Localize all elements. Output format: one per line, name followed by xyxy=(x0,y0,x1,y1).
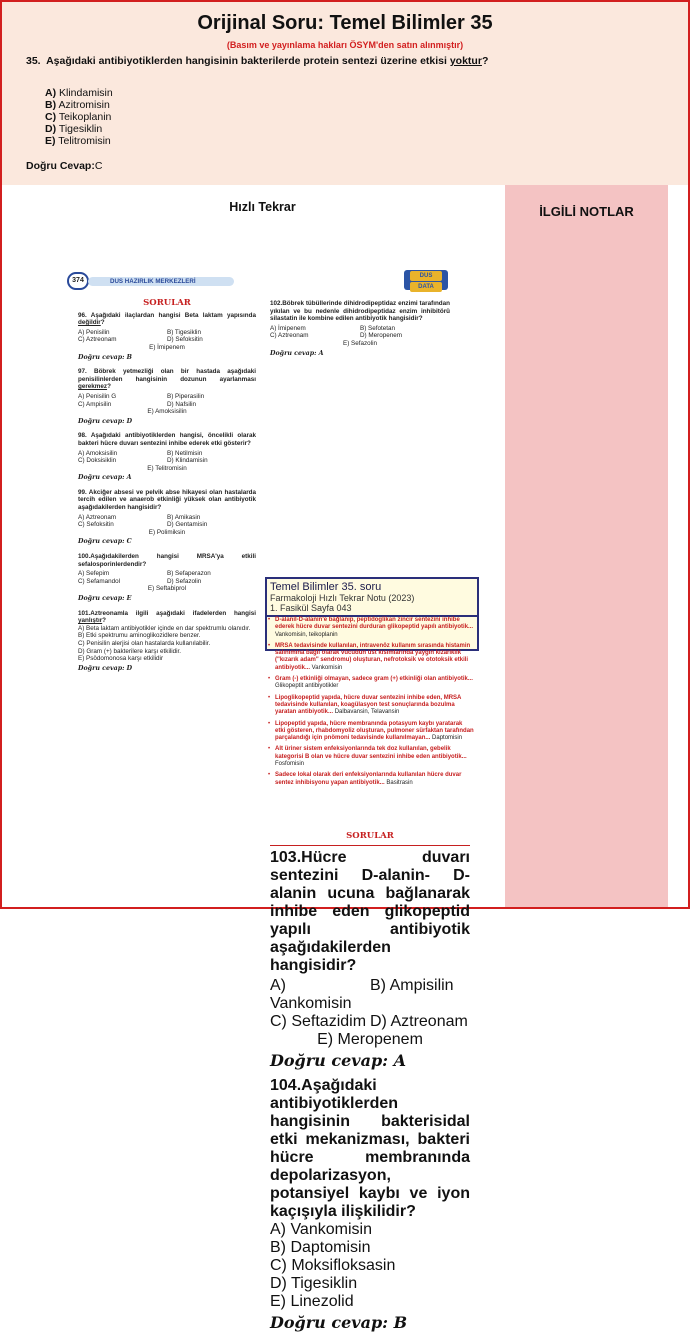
answer-option: D) Nafsilin xyxy=(167,400,197,408)
original-question-panel xyxy=(2,2,688,185)
answer-option: D) Tigesiklin xyxy=(270,1275,358,1292)
option-item: B) Azitromisin xyxy=(45,99,110,111)
question-text: 35. Aşağıdaki antibiyotiklerden hangisinin bakterilerde protein sentezi üzerine etkisi yoktur? xyxy=(26,55,489,67)
answer-options xyxy=(78,625,256,663)
answer-option: B) Etki spektrumu aminoglikozidlere benzer. xyxy=(78,632,201,640)
note-bullet: • MRSA tedavisinde kullanılan, intravenöz kullanım sırasında histamin salınımına bağlı olarak vücudun üst kısımlarında yaygın kızarıklık ("kızarık adam" sendromu) oluşturan, nefrotoksik ve ototoksik etkili antibiyotik... Vankomisin xyxy=(268,643,474,672)
left-questions xyxy=(78,312,256,603)
answer-option: D) Gentamisin xyxy=(167,521,208,529)
answer-key: Doğru cevap: D xyxy=(78,664,133,672)
question-item xyxy=(78,312,256,362)
answer-option: B) Piperasilin xyxy=(167,392,205,400)
question-101 xyxy=(78,610,256,673)
option-item: C) Teikoplanin xyxy=(45,111,112,123)
answer-option: E) Linezolid xyxy=(270,1293,354,1310)
question-item xyxy=(78,489,256,546)
page-header-bar: DUS HAZIRLIK MERKEZLERİ xyxy=(88,277,234,286)
answer-option: A) Vankomisin xyxy=(270,977,352,1012)
option-item: A) Klindamisin xyxy=(45,87,113,99)
answer-options xyxy=(270,325,450,348)
answer-key: Doğru cevap: B xyxy=(270,1313,408,1332)
note-bullets xyxy=(268,617,474,791)
note-bullet: • D-alanil-D-alanin'e bağlanıp, peptidoglikan zincir sentezini inhibe ederek hücre duvar sentezini durduran glikopeptid yapılı antibiyotik... Vankomisin, teikoplanin xyxy=(268,617,474,639)
question-stem: 103.Hücre duvarı sentezini D-alanin- D-alanin ucuna bağlanarak inhibe eden glikopeptid yapılı antibiyotik aşağıdakilerden hangisidir? xyxy=(270,849,470,974)
quick-review-panel xyxy=(20,187,505,1332)
section-title: SORULAR xyxy=(143,298,191,308)
answer-option: C) Sefoksitin xyxy=(78,521,114,529)
answer-option: C) Ampisilin xyxy=(78,400,112,408)
note-bullet: • Lipoglikopeptid yapıda, hücre duvar sentezini inhibe eden, MRSA tedavisinde kullanılan, koagülasyon test sonuçlarında bozulma yaratan antibiyotik... Dalbavansin, Telavansin xyxy=(268,695,474,717)
answer-option: D) Sefazolin xyxy=(167,577,202,585)
answer-option: C) Aztreonam xyxy=(270,332,309,340)
question-stem: 99. Akciğer absesi ve pelvik abse hikayesi olan hastalarda tercih edilen ve anaerob etkinliği yüksek olan antibiyotik aşağıdakilerden hangisidir? xyxy=(78,488,256,512)
quick-review-title: Hızlı Tekrar xyxy=(229,200,296,214)
answer-option: B) Netilmisin xyxy=(167,449,203,457)
answer-option: B) Tigesiklin xyxy=(167,328,201,336)
page-left-column xyxy=(78,300,256,679)
question-stem: 101.Aztreonamla ilgili aşağıdaki ifadelerden hangisi yanlıştır? xyxy=(78,609,256,625)
answer-option: E) Seftabiprol xyxy=(147,585,187,593)
answer-option: D) Gram (+) bakterilere karşı etkilidir. xyxy=(78,647,182,655)
correct-answer: Doğru Cevap:C xyxy=(26,160,103,172)
answer-option: D) Aztreonam xyxy=(370,1013,468,1030)
answer-options xyxy=(270,977,470,1049)
answer-option: D) Meropenem xyxy=(360,332,402,340)
answer-option: E) Polimiksin xyxy=(148,528,186,536)
answer-key: Doğru cevap: A xyxy=(270,1051,407,1070)
answer-option: E) İmipenem xyxy=(149,343,185,351)
note-bullet: • Sadece lokal olarak deri enfeksiyonlarında kullanılan hücre duvar sentez inhibisyonu yapan antibiyotik... Basitrasin xyxy=(268,772,474,787)
copyright-notice: (Basım ve yayınlama hakları ÖSYM'den satın alınmıştır) xyxy=(226,40,464,50)
option-item: E) Telitromisin xyxy=(45,135,111,147)
answer-key: Doğru cevap: B xyxy=(78,353,132,361)
page-number: 374 xyxy=(67,272,89,290)
answer-option: A) İmipenem xyxy=(270,324,306,332)
related-notes-title: İLGİLİ NOTLAR xyxy=(539,204,634,219)
answer-option: E) Psödomonosa karşı etkilidir xyxy=(78,655,164,663)
question-item xyxy=(78,553,256,603)
question-104 xyxy=(270,1077,470,1332)
answer-options xyxy=(78,329,256,352)
answer-option: D) Sefoksitin xyxy=(167,336,203,344)
question-stem: 97. Böbrek yetmezliği olan bir hastada aşağıdaki penisilinlerden hangisinin dozunun ayarlanması gerekmez? xyxy=(78,368,256,391)
question-stem: 100.Aşağıdakilerden hangisi MRSA'ya etkili sefalosporinlerdendir? xyxy=(78,553,256,568)
answer-option: A) Vankomisin xyxy=(270,1221,372,1238)
note-bullet: • Gram (-) etkinliği olmayan, sadece gram (+) etkinliği olan antibiyotik... Glikopeptit antibiyotikler xyxy=(268,676,474,691)
question-stem: 98. Aşağıdaki antibiyotiklerden hangisi, öncelikli olarak bakteri hücre duvarı sentezini inhibe ederek etki gösterir? xyxy=(78,432,256,447)
answer-option: A) Amoksisilin xyxy=(78,449,118,457)
answer-key: Doğru cevap: C xyxy=(78,538,132,546)
answer-option: C) Seftazidim xyxy=(270,1013,367,1030)
answer-option: E) Amoksisilin xyxy=(147,408,187,416)
answer-option: C) Moksifloksasin xyxy=(270,1257,396,1274)
answer-option: C) Penisilin alerjisi olan hastalarda kullanılabilir. xyxy=(78,639,211,647)
answer-option: A) Aztreonam xyxy=(78,513,117,521)
answer-option: A) Sefepim xyxy=(78,570,110,578)
answer-options xyxy=(78,514,256,537)
answer-option: E) Meropenem xyxy=(317,1031,423,1048)
related-notes-panel xyxy=(505,185,668,907)
question-102 xyxy=(270,300,450,357)
question-stem: 102.Böbrek tübüllerinde dihidrodipeptidaz enzimi tarafından yıkılan ve bu nedenle dihidrodipeptidaz enzim inhibitörü silastatin ile kombine edilen antibiyotik hangisidir? xyxy=(270,300,450,323)
page-title: Orijinal Soru: Temel Bilimler 35 xyxy=(197,12,493,34)
divider xyxy=(270,845,470,846)
answer-options xyxy=(78,570,256,593)
answer-key: Doğru cevap: E xyxy=(78,595,132,602)
option-item: D) Tigesiklin xyxy=(45,123,103,135)
page-right-lower xyxy=(270,831,470,1339)
question-stem: 96. Aşağıdaki ilaçlardan hangisi Beta laktam yapısında değildir? xyxy=(78,311,256,327)
dusdata-logo: DUS DATA xyxy=(404,270,448,290)
note-bullet: • Alt üriner sistem enfeksiyonlarında tek doz kullanılan, gebelik kategorisi B olan ve hücre duvar sentezini inhibe eden antibiyotik... Fosfomisin xyxy=(268,746,474,768)
answer-options xyxy=(78,393,256,416)
answer-option: C) Sefamandol xyxy=(78,577,120,585)
answer-key: Doğru cevap: A xyxy=(270,349,324,357)
answer-option: B) Sefotetan xyxy=(360,324,396,332)
answer-option: B) Ampisilin xyxy=(370,977,454,994)
question-103 xyxy=(270,849,470,1070)
answer-options xyxy=(270,1221,470,1311)
answer-option: C) Aztreonam xyxy=(78,336,117,344)
answer-key: Doğru cevap: A xyxy=(78,474,132,482)
section-title-2: SORULAR xyxy=(346,831,394,841)
answer-option: E) Telitromisin xyxy=(147,464,187,472)
question-item xyxy=(78,432,256,482)
answer-key: Doğru cevap: D xyxy=(78,417,133,425)
answer-option: A) Beta laktam antibiyotikler içinde en dar spektrumlu olanıdır. xyxy=(78,624,251,632)
question-options xyxy=(45,87,113,147)
page-right-column xyxy=(270,300,450,364)
answer-option: A) Penisilin G xyxy=(78,392,117,400)
answer-option: E) Sefazolin xyxy=(343,339,377,347)
answer-option: B) Sefaperazon xyxy=(167,570,211,578)
answer-option: D) Klindamisin xyxy=(167,457,208,465)
answer-options xyxy=(78,450,256,473)
answer-option: C) Doksisiklin xyxy=(78,457,117,465)
note-header: Temel Bilimler 35. soru Farmakoloji Hızlı Tekrar Notu (2023) 1. Fasikül Sayfa 043 xyxy=(267,579,477,617)
note-bullet: • Lipopeptid yapıda, hücre membranında potasyum kaybı yaratarak etki gösteren, rhabdomyoliz oluşturan, pulmoner sürfaktan tarafından parçalandığı için pnömoni tedavisinde kullanılmayan... Daptomisin xyxy=(268,721,474,743)
answer-option: A) Penisilin xyxy=(78,328,110,336)
question-item xyxy=(78,368,256,425)
question-stem: 104.Aşağıdaki antibiyotiklerden hangisinin bakterisidal etki mekanizması, bakteri hücre membranında depolarizasyon, potansiyel kaybı ve iyon kaçışıyla ilişkilidir? xyxy=(270,1077,470,1220)
answer-option: B) Amikasin xyxy=(167,513,201,521)
answer-option: B) Daptomisin xyxy=(270,1239,371,1256)
